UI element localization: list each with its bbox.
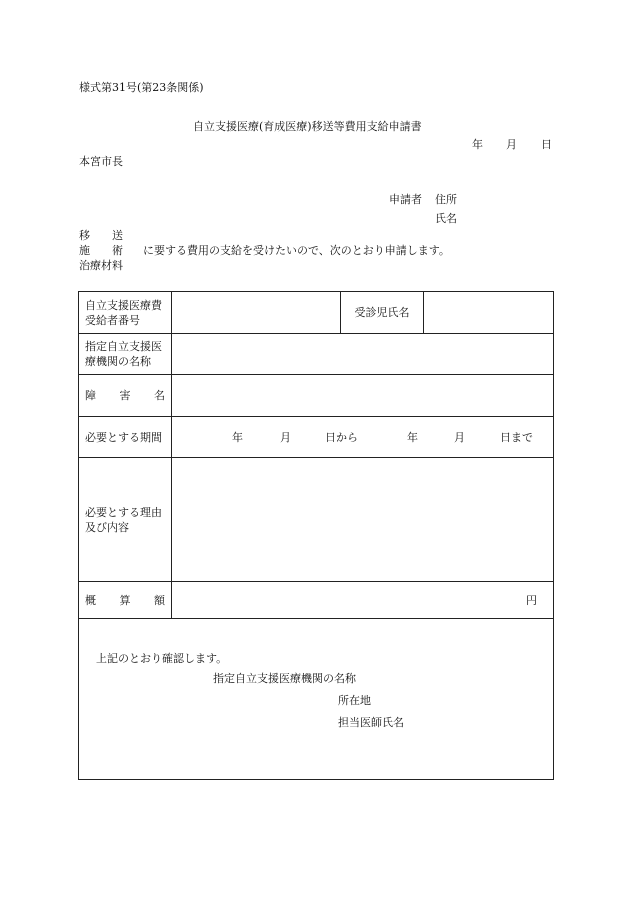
patient-name-field[interactable] [424, 292, 554, 334]
label-line: 受給者番号 [85, 313, 140, 327]
confirmation-doctor-label: 担当医師氏名 [338, 716, 404, 729]
period-from-month: 月 [280, 431, 291, 444]
amount-label [79, 582, 172, 619]
period-field[interactable] [172, 417, 554, 458]
recipient-number-field[interactable] [172, 292, 341, 334]
label-line: 自立支援医療費 [85, 298, 162, 312]
institution-name-field[interactable] [172, 334, 554, 375]
institution-name-label [79, 334, 172, 375]
label-char: 名 [154, 389, 165, 402]
label-char: 算 [119, 593, 131, 607]
table-row [79, 334, 554, 375]
period-to-day: 日まで [500, 431, 533, 444]
disability-field[interactable] [172, 375, 554, 417]
document-title: 自立支援医療(育成医療)移送等費用支給申請書 [193, 120, 422, 133]
label-line: 必要とする理由 [85, 505, 162, 519]
table-row [79, 375, 554, 417]
label-char: 額 [154, 593, 165, 607]
date-year: 年 [472, 138, 483, 151]
table-row [79, 417, 554, 458]
purpose-item-materials: 治療材料 [79, 259, 123, 272]
purpose-item-treatment: 施 術 [79, 244, 123, 257]
date-day: 日 [541, 138, 552, 151]
reason-field[interactable] [172, 458, 554, 582]
label-line: 及び内容 [85, 520, 129, 534]
date-month: 月 [506, 138, 517, 151]
table-row [79, 292, 554, 334]
recipient-number-label [79, 292, 172, 334]
label-line: 療機関の名称 [85, 355, 151, 368]
disability-label [79, 375, 172, 417]
label-char: 概 [85, 593, 96, 607]
confirmation-statement: 上記のとおり確認します。 [96, 652, 228, 665]
applicant-name-label: 氏名 [435, 212, 457, 225]
form-number: 様式第31号(第23条関係) [79, 81, 204, 94]
purpose-item-transport: 移 送 [79, 229, 123, 242]
label-char: 障 [85, 389, 96, 402]
label-char: 害 [119, 389, 131, 402]
table-row [79, 582, 554, 619]
reason-label [79, 458, 172, 582]
application-table [78, 291, 554, 780]
applicant-address-label: 住所 [435, 193, 457, 206]
applicant-label: 申請者 [389, 193, 422, 206]
amount-field[interactable] [172, 582, 554, 619]
table-row [79, 458, 554, 582]
confirmation-section [79, 619, 554, 780]
patient-name-label: 受診児氏名 [341, 292, 424, 334]
label-line: 指定自立支援医 [85, 340, 162, 353]
confirmation-location-label: 所在地 [338, 694, 371, 707]
addressee: 本宮市長 [79, 155, 123, 168]
period-from-day: 日から [325, 431, 358, 444]
period-to-month: 月 [454, 431, 465, 444]
confirmation-institution-label: 指定自立支援医療機関の名称 [213, 672, 356, 685]
amount-unit: 円 [526, 593, 537, 607]
period-label: 必要とする期間 [79, 417, 172, 458]
purpose-sentence: に要する費用の支給を受けたいので、次のとおり申請します。 [143, 244, 450, 257]
period-from-year: 年 [232, 431, 243, 444]
period-to-year: 年 [407, 431, 418, 444]
table-row [79, 619, 554, 780]
